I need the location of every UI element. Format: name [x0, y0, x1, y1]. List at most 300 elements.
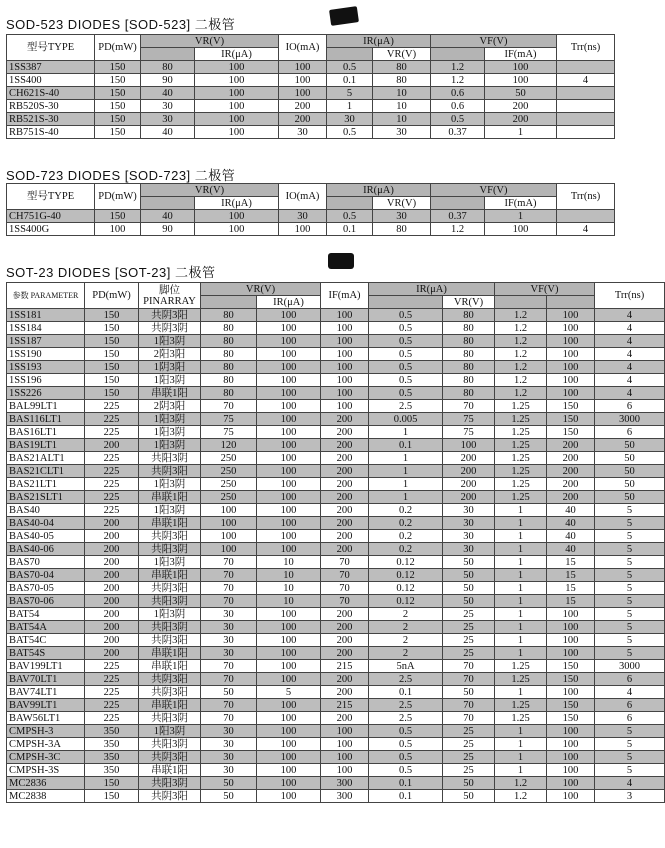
table-row: [7, 751, 665, 764]
table-cell: 5: [595, 530, 665, 543]
table-cell: 1: [369, 465, 443, 478]
table-cell: 150: [547, 712, 595, 725]
section-title-sod723: SOD-723 DIODES [SOD-723] 二极管: [6, 168, 236, 183]
table-cell: 70: [201, 712, 257, 725]
table-cell: 2阴3阳: [139, 400, 201, 413]
table-cell: 100: [547, 374, 595, 387]
table-cell: 100: [201, 504, 257, 517]
table-cell: 225: [85, 673, 139, 686]
table-cell: [557, 100, 615, 113]
table-row: [7, 439, 665, 452]
table-cell: 100: [257, 426, 321, 439]
table-cell: 0.1: [369, 439, 443, 452]
table-cell: 30: [373, 210, 431, 223]
part-number-cell: BAS70-06: [7, 595, 85, 608]
table-cell: 100: [257, 400, 321, 413]
ir-sub-header: IR(μA): [257, 296, 321, 309]
table-cell: 30: [279, 126, 327, 139]
table-row: [7, 100, 615, 113]
table-cell: 200: [321, 608, 369, 621]
table-cell: 100: [321, 361, 369, 374]
table-cell: 100: [279, 223, 327, 236]
table-cell: 1.2: [495, 387, 547, 400]
table-cell: 串联1阳: [139, 491, 201, 504]
table-cell: 150: [95, 113, 141, 126]
table-cell: 0.5: [369, 335, 443, 348]
table-cell: 5: [595, 517, 665, 530]
table-cell: 2.5: [369, 673, 443, 686]
table-cell: 1: [495, 530, 547, 543]
table-cell: 100: [547, 322, 595, 335]
table-cell: 100: [547, 309, 595, 322]
table-cell: 225: [85, 426, 139, 439]
table-cell: 70: [201, 582, 257, 595]
table-cell: 150: [547, 660, 595, 673]
table-cell: 80: [443, 374, 495, 387]
table-cell: 1阳3阴: [139, 439, 201, 452]
part-number-cell: 1SS181: [7, 309, 85, 322]
table-cell: 40: [547, 517, 595, 530]
part-number-cell: CH621S-40: [7, 87, 95, 100]
table-cell: 50: [485, 87, 557, 100]
table-cell: 100: [279, 61, 327, 74]
table-cell: 0.1: [327, 223, 373, 236]
table-row: [7, 686, 665, 699]
table-cell: 70: [443, 400, 495, 413]
table-cell: 100: [257, 712, 321, 725]
sot23-table: [6, 282, 665, 803]
table-cell: 串联1阳: [139, 660, 201, 673]
table-cell: 25: [443, 647, 495, 660]
table-cell: 共阴3阳: [139, 582, 201, 595]
table-cell: 0.1: [369, 686, 443, 699]
table-row: [7, 309, 665, 322]
table-row: [7, 608, 665, 621]
table-cell: 0.005: [369, 413, 443, 426]
table-cell: 150: [547, 673, 595, 686]
table-cell: 200: [321, 686, 369, 699]
if-at-header: IF(mA): [485, 48, 557, 61]
table-row: [7, 348, 665, 361]
table-cell: 150: [547, 400, 595, 413]
table-cell: 25: [443, 751, 495, 764]
table-cell: 150: [85, 790, 139, 803]
trr-header: Trr(ns): [595, 283, 665, 309]
section-title-sod523: SOD-523 DIODES [SOD-523] 二极管: [6, 17, 236, 32]
table-cell: 200: [321, 504, 369, 517]
table-cell: 0.5: [327, 61, 373, 74]
table-cell: 150: [547, 426, 595, 439]
table-cell: 0.5: [431, 113, 485, 126]
table-cell: 100: [257, 478, 321, 491]
table-cell: 150: [85, 309, 139, 322]
table-cell: 100: [257, 361, 321, 374]
table-cell: 50: [595, 465, 665, 478]
table-cell: 200: [85, 634, 139, 647]
vf-header: VF(V): [431, 184, 557, 197]
ir-header: IR(μA): [327, 35, 431, 48]
table-cell: 2.5: [369, 699, 443, 712]
table-cell: 1阳3阴: [139, 335, 201, 348]
table-cell: 10: [257, 582, 321, 595]
table-cell: 225: [85, 491, 139, 504]
table-cell: 5: [595, 504, 665, 517]
table-cell: 225: [85, 699, 139, 712]
table-cell: 1.2: [495, 361, 547, 374]
part-number-cell: BAS21LT1: [7, 478, 85, 491]
table-cell: 100: [195, 87, 279, 100]
table-cell: 200: [547, 491, 595, 504]
table-cell: 5: [595, 725, 665, 738]
table-cell: 80: [373, 223, 431, 236]
table-row: [7, 725, 665, 738]
table-cell: 10: [373, 113, 431, 126]
table-cell: 30: [443, 543, 495, 556]
table-cell: 80: [201, 322, 257, 335]
table-cell: 50: [595, 439, 665, 452]
table-cell: 100: [195, 74, 279, 87]
part-number-cell: CMPSH-3A: [7, 738, 85, 751]
table-cell: 1阳3阴: [139, 556, 201, 569]
table-cell: 100: [279, 74, 327, 87]
table-cell: 200: [321, 634, 369, 647]
table-cell: 80: [201, 348, 257, 361]
table-cell: 70: [321, 595, 369, 608]
table-cell: 1: [369, 478, 443, 491]
table-cell: 5: [595, 764, 665, 777]
part-number-cell: BAV99LT1: [7, 699, 85, 712]
table-cell: 1.2: [495, 374, 547, 387]
table-cell: [557, 126, 615, 139]
table-cell: 30: [327, 113, 373, 126]
table-cell: 1阳3阴: [139, 504, 201, 517]
table-cell: 300: [321, 777, 369, 790]
table-cell: 0.12: [369, 556, 443, 569]
part-number-cell: BAS19LT1: [7, 439, 85, 452]
table-cell: 5: [595, 751, 665, 764]
table-cell: 4: [595, 348, 665, 361]
table-cell: 0.5: [369, 764, 443, 777]
table-cell: 共阳3阴: [139, 738, 201, 751]
table-row: [7, 61, 615, 74]
sod523-package-icon: [329, 6, 359, 26]
table-cell: 150: [95, 210, 141, 223]
table-cell: 100: [201, 530, 257, 543]
table-cell: 100: [547, 764, 595, 777]
table-cell: 100: [257, 608, 321, 621]
table-cell: 50: [201, 790, 257, 803]
vr-at-header: VR(V): [373, 197, 431, 210]
table-cell: 2: [369, 621, 443, 634]
table-cell: 100: [547, 634, 595, 647]
part-number-cell: 1SS400G: [7, 223, 95, 236]
table-cell: 200: [321, 621, 369, 634]
table-cell: 350: [85, 764, 139, 777]
table-cell: 200: [443, 491, 495, 504]
table-row: [7, 647, 665, 660]
io-header: IO(mA): [279, 184, 327, 210]
table-cell: 100: [195, 126, 279, 139]
table-cell: 共阴3阳: [139, 673, 201, 686]
table-cell: 100: [257, 751, 321, 764]
table-cell: 40: [547, 530, 595, 543]
table-cell: [557, 113, 615, 126]
table-cell: 200: [321, 530, 369, 543]
table-cell: 75: [201, 426, 257, 439]
table-cell: 0.5: [369, 322, 443, 335]
table-cell: 5: [595, 569, 665, 582]
table-cell: 100: [547, 725, 595, 738]
table-cell: 30: [201, 608, 257, 621]
table-cell: 150: [85, 374, 139, 387]
table-cell: 50: [443, 582, 495, 595]
table-cell: 100: [257, 790, 321, 803]
pd-header: PD(mW): [95, 35, 141, 61]
table-cell: 150: [95, 100, 141, 113]
table-cell: 225: [85, 465, 139, 478]
table-cell: 30: [443, 504, 495, 517]
table-cell: 10: [257, 595, 321, 608]
table-cell: 25: [443, 621, 495, 634]
table-cell: 100: [547, 777, 595, 790]
table-cell: 100: [547, 608, 595, 621]
table-cell: 1阳3阴: [139, 478, 201, 491]
table-cell: 100: [257, 738, 321, 751]
table-cell: 100: [547, 751, 595, 764]
table-cell: [557, 87, 615, 100]
table-cell: 80: [201, 309, 257, 322]
table-cell: 100: [321, 725, 369, 738]
table-cell: 1阳3阴: [139, 426, 201, 439]
table-cell: 200: [85, 647, 139, 660]
vf-header: VF(V): [495, 283, 595, 296]
vr-at-header: VR(V): [443, 296, 495, 309]
table-cell: 共阴3阳: [139, 530, 201, 543]
table-cell: 200: [321, 452, 369, 465]
table-cell: 50: [443, 777, 495, 790]
table-cell: 70: [201, 569, 257, 582]
table-cell: 200: [547, 465, 595, 478]
table-cell: 200: [443, 478, 495, 491]
table-cell: 25: [443, 725, 495, 738]
table-cell: 1: [369, 426, 443, 439]
part-number-cell: CH751G-40: [7, 210, 95, 223]
table-cell: 100: [257, 413, 321, 426]
ir-sub-header: IR(μA): [195, 197, 279, 210]
table-cell: 200: [485, 113, 557, 126]
table-cell: 0.5: [327, 210, 373, 223]
table-cell: 100: [257, 491, 321, 504]
table-cell: 150: [95, 87, 141, 100]
table-cell: 30: [201, 725, 257, 738]
table-cell: 5: [595, 738, 665, 751]
part-number-cell: BAS40-06: [7, 543, 85, 556]
table-cell: [557, 61, 615, 74]
table-cell: 100: [201, 543, 257, 556]
table-cell: 200: [85, 582, 139, 595]
table-cell: 5: [595, 608, 665, 621]
table-cell: 100: [195, 100, 279, 113]
part-number-cell: BAS40: [7, 504, 85, 517]
table-cell: 200: [547, 452, 595, 465]
table-cell: 200: [85, 530, 139, 543]
table-cell: 30: [201, 634, 257, 647]
table-cell: 0.5: [369, 374, 443, 387]
table-cell: 100: [321, 374, 369, 387]
table-cell: 1: [495, 621, 547, 634]
table-cell: 30: [279, 210, 327, 223]
table-row: [7, 361, 665, 374]
table-cell: 1: [495, 504, 547, 517]
table-cell: 4: [595, 686, 665, 699]
table-cell: 80: [201, 361, 257, 374]
table-cell: 25: [443, 608, 495, 621]
table-cell: 1阳3阴: [139, 413, 201, 426]
table-cell: 200: [279, 100, 327, 113]
table-cell: 90: [141, 223, 195, 236]
table-cell: 80: [201, 387, 257, 400]
table-cell: 1阴3阳: [139, 361, 201, 374]
table-cell: 225: [85, 452, 139, 465]
part-number-cell: 1SS226: [7, 387, 85, 400]
table-cell: 4: [595, 361, 665, 374]
table-cell: 0.1: [369, 790, 443, 803]
table-cell: 100: [321, 335, 369, 348]
table-cell: 100: [321, 309, 369, 322]
table-cell: 100: [257, 309, 321, 322]
part-number-cell: MC2838: [7, 790, 85, 803]
table-cell: 1.25: [495, 478, 547, 491]
table-row: [7, 413, 665, 426]
part-number-cell: 1SS196: [7, 374, 85, 387]
table-cell: 100: [257, 387, 321, 400]
table-cell: 250: [201, 465, 257, 478]
part-number-cell: CMPSH-3: [7, 725, 85, 738]
table-cell: 200: [443, 465, 495, 478]
part-number-cell: RB751S-40: [7, 126, 95, 139]
table-cell: 100: [257, 452, 321, 465]
part-number-cell: 1SS193: [7, 361, 85, 374]
trr-header: Trr(ns): [557, 35, 615, 61]
vr-header: VR(V): [141, 35, 279, 48]
table-cell: 串联1阳: [139, 699, 201, 712]
table-cell: 串联1阳: [139, 764, 201, 777]
vr-at-header: VR(V): [373, 48, 431, 61]
table-cell: 200: [485, 100, 557, 113]
table-cell: 225: [85, 413, 139, 426]
table-cell: 5: [595, 621, 665, 634]
if-header: IF(mA): [321, 283, 369, 309]
table-cell: 1.25: [495, 426, 547, 439]
table-cell: 200: [85, 556, 139, 569]
table-cell: 100: [257, 465, 321, 478]
table-cell: 1.25: [495, 673, 547, 686]
table-cell: 30: [201, 647, 257, 660]
table-cell: 100: [279, 87, 327, 100]
table-cell: 1: [495, 543, 547, 556]
table-cell: 1.25: [495, 491, 547, 504]
table-cell: 0.1: [369, 777, 443, 790]
table-cell: 4: [557, 74, 615, 87]
table-cell: 0.1: [327, 74, 373, 87]
table-cell: 150: [95, 74, 141, 87]
table-cell: 150: [85, 387, 139, 400]
part-number-cell: BAS21SLT1: [7, 491, 85, 504]
table-cell: 2.5: [369, 712, 443, 725]
table-cell: 50: [201, 777, 257, 790]
table-cell: 2: [369, 608, 443, 621]
table-cell: 100: [443, 439, 495, 452]
table-cell: 3: [595, 790, 665, 803]
table-cell: 100: [257, 348, 321, 361]
pd-header: PD(mW): [85, 283, 139, 309]
io-header: IO(mA): [279, 35, 327, 61]
table-cell: 1: [495, 725, 547, 738]
table-cell: 100: [257, 660, 321, 673]
table-row: [7, 322, 665, 335]
table-cell: 共阴3阳: [139, 465, 201, 478]
table-cell: 200: [85, 621, 139, 634]
table-cell: 200: [321, 465, 369, 478]
table-cell: 1: [485, 126, 557, 139]
table-cell: 30: [201, 751, 257, 764]
table-cell: 15: [547, 595, 595, 608]
table-cell: 100: [257, 543, 321, 556]
table-cell: 0.2: [369, 543, 443, 556]
table-cell: 串联1阳: [139, 517, 201, 530]
table-row: [7, 491, 665, 504]
table-cell: 200: [85, 608, 139, 621]
table-cell: 50: [443, 569, 495, 582]
trr-header: Trr(ns): [557, 184, 615, 210]
part-number-cell: BAS70-04: [7, 569, 85, 582]
table-cell: 30: [141, 113, 195, 126]
part-number-cell: BAS40-05: [7, 530, 85, 543]
table-cell: 50: [595, 478, 665, 491]
table-row: [7, 634, 665, 647]
table-row: [7, 223, 615, 236]
table-cell: 100: [547, 335, 595, 348]
table-cell: 1阳3阴: [139, 608, 201, 621]
table-cell: 225: [85, 478, 139, 491]
table-cell: 200: [547, 478, 595, 491]
table-cell: 350: [85, 738, 139, 751]
table-cell: 40: [547, 543, 595, 556]
table-cell: 80: [443, 361, 495, 374]
part-number-cell: BAT54A: [7, 621, 85, 634]
table-cell: 150: [85, 777, 139, 790]
table-cell: 100: [257, 530, 321, 543]
ir-header: IR(μA): [369, 283, 495, 296]
table-cell: 100: [547, 686, 595, 699]
table-cell: 15: [547, 556, 595, 569]
table-cell: 共阳3阴: [139, 595, 201, 608]
table-cell: 80: [201, 374, 257, 387]
table-cell: 80: [443, 348, 495, 361]
table-cell: 100: [257, 322, 321, 335]
part-number-cell: 1SS400: [7, 74, 95, 87]
table-cell: 4: [595, 374, 665, 387]
table-cell: 1.2: [495, 322, 547, 335]
table-cell: 200: [321, 413, 369, 426]
table-cell: 50: [595, 491, 665, 504]
table-cell: 50: [443, 595, 495, 608]
table-cell: 1.2: [431, 223, 485, 236]
table-cell: 100: [321, 751, 369, 764]
table-cell: 1: [485, 210, 557, 223]
if-at-header: IF(mA): [485, 197, 557, 210]
table-cell: 350: [85, 725, 139, 738]
